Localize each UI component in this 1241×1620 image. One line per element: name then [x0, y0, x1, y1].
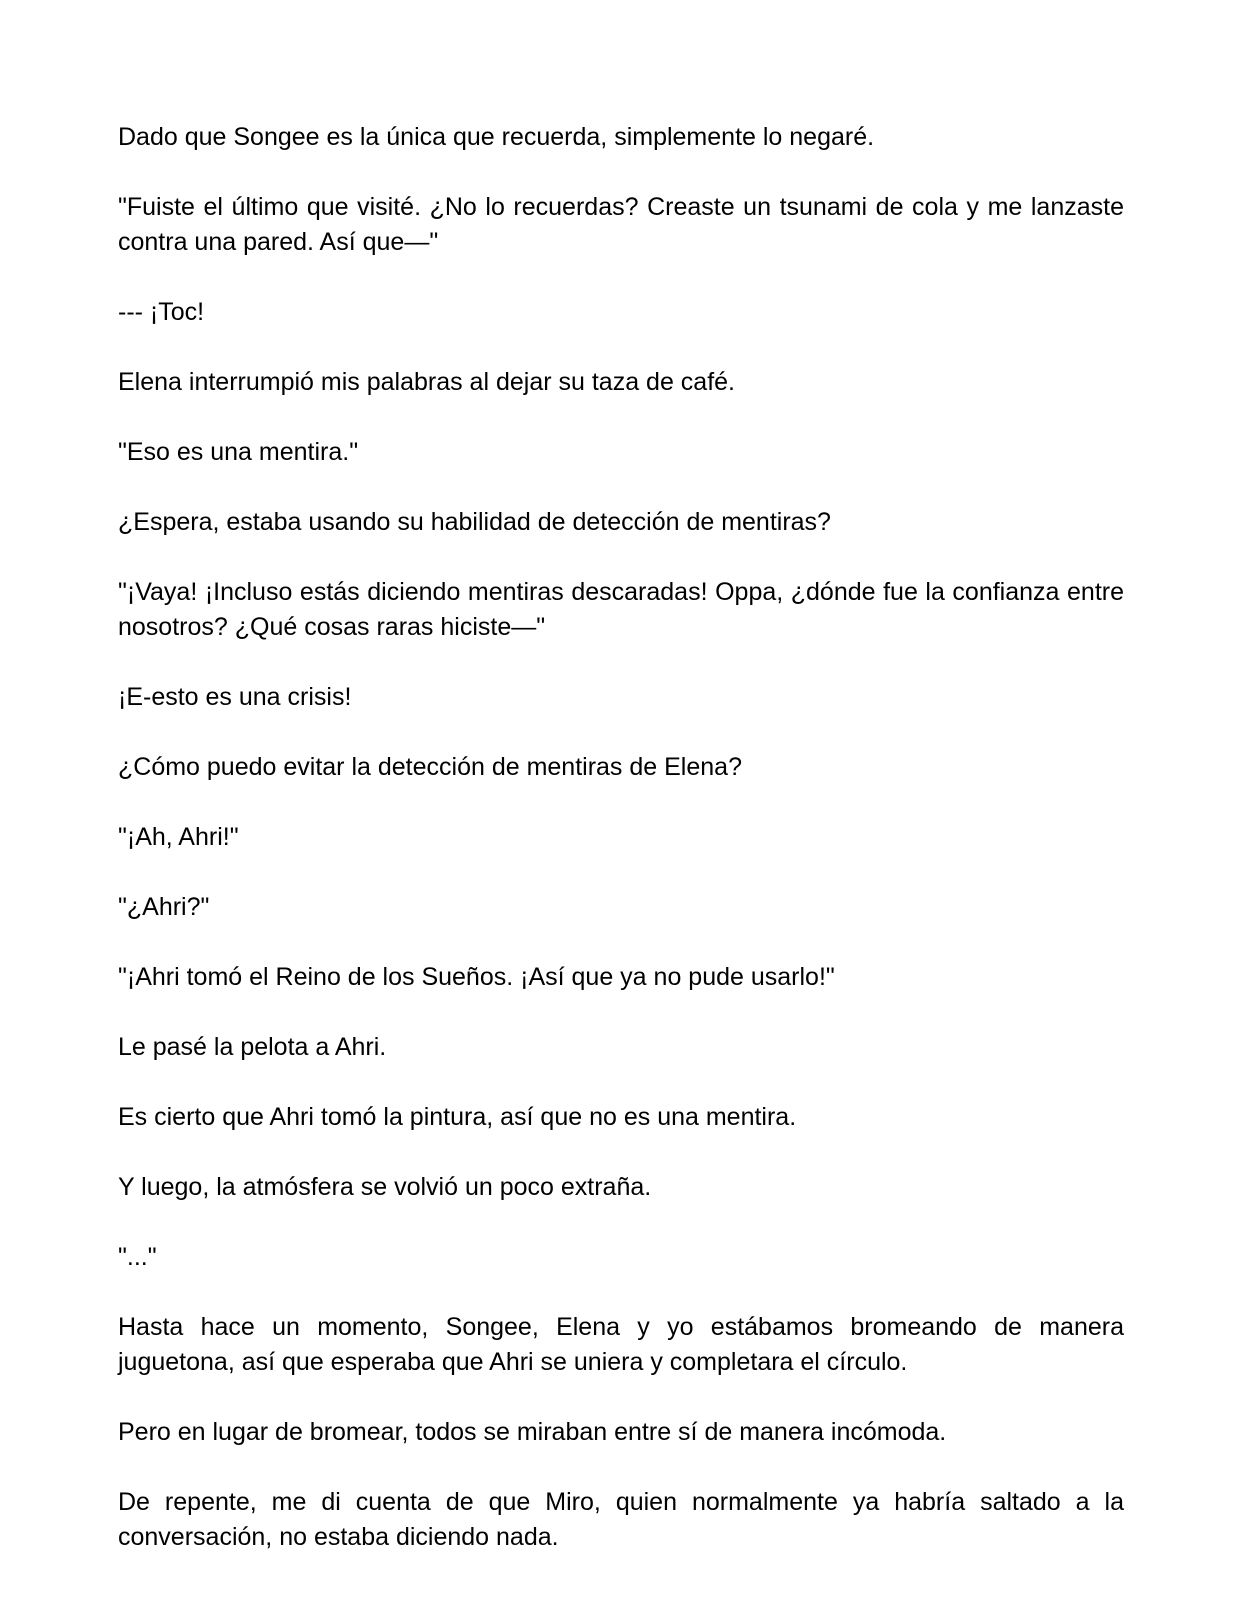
paragraph: "Eso es una mentira."	[118, 438, 359, 466]
paragraph: "¿Ahri?"	[118, 893, 210, 921]
paragraph: Y luego, la atmósfera se volvió un poco extraña.	[118, 1173, 652, 1201]
paragraph: Hasta hace un momento, Songee, Elena y yo estábamos bromeando de manera juguetona, así que esperaba que Ahri se uniera y completara el círculo.	[118, 1313, 1124, 1376]
paragraph: ¿Espera, estaba usando su habilidad de detección de mentiras?	[118, 508, 831, 536]
paragraph: Pero en lugar de bromear, todos se miraban entre sí de manera incómoda.	[118, 1418, 947, 1446]
paragraph: "¡Vaya! ¡Incluso estás diciendo mentiras descaradas! Oppa, ¿dónde fue la confianza entre nosotros? ¿Qué cosas raras hiciste—"	[118, 578, 1124, 641]
paragraph: ¿Cómo puedo evitar la detección de mentiras de Elena?	[118, 753, 742, 781]
paragraph: ¡E-esto es una crisis!	[118, 683, 352, 711]
paragraph: "¡Ahri tomó el Reino de los Sueños. ¡Así que ya no pude usarlo!"	[118, 963, 835, 991]
document-body	[118, 120, 1124, 1555]
paragraph: Dado que Songee es la única que recuerda, simplemente lo negaré.	[118, 123, 875, 151]
paragraph: Elena interrumpió mis palabras al dejar su taza de café.	[118, 368, 735, 396]
paragraph: De repente, me di cuenta de que Miro, quien normalmente ya habría saltado a la conversación, no estaba diciendo nada.	[118, 1488, 1124, 1551]
paragraph: "Fuiste el último que visité. ¿No lo recuerdas? Creaste un tsunami de cola y me lanzaste contra una pared. Así que—"	[118, 193, 1124, 256]
paragraph: Es cierto que Ahri tomó la pintura, así que no es una mentira.	[118, 1103, 797, 1131]
paragraph: "¡Ah, Ahri!"	[118, 823, 239, 851]
paragraph: --- ¡Toc!	[118, 298, 205, 326]
paragraph: Le pasé la pelota a Ahri.	[118, 1033, 387, 1061]
paragraph: "..."	[118, 1243, 157, 1271]
